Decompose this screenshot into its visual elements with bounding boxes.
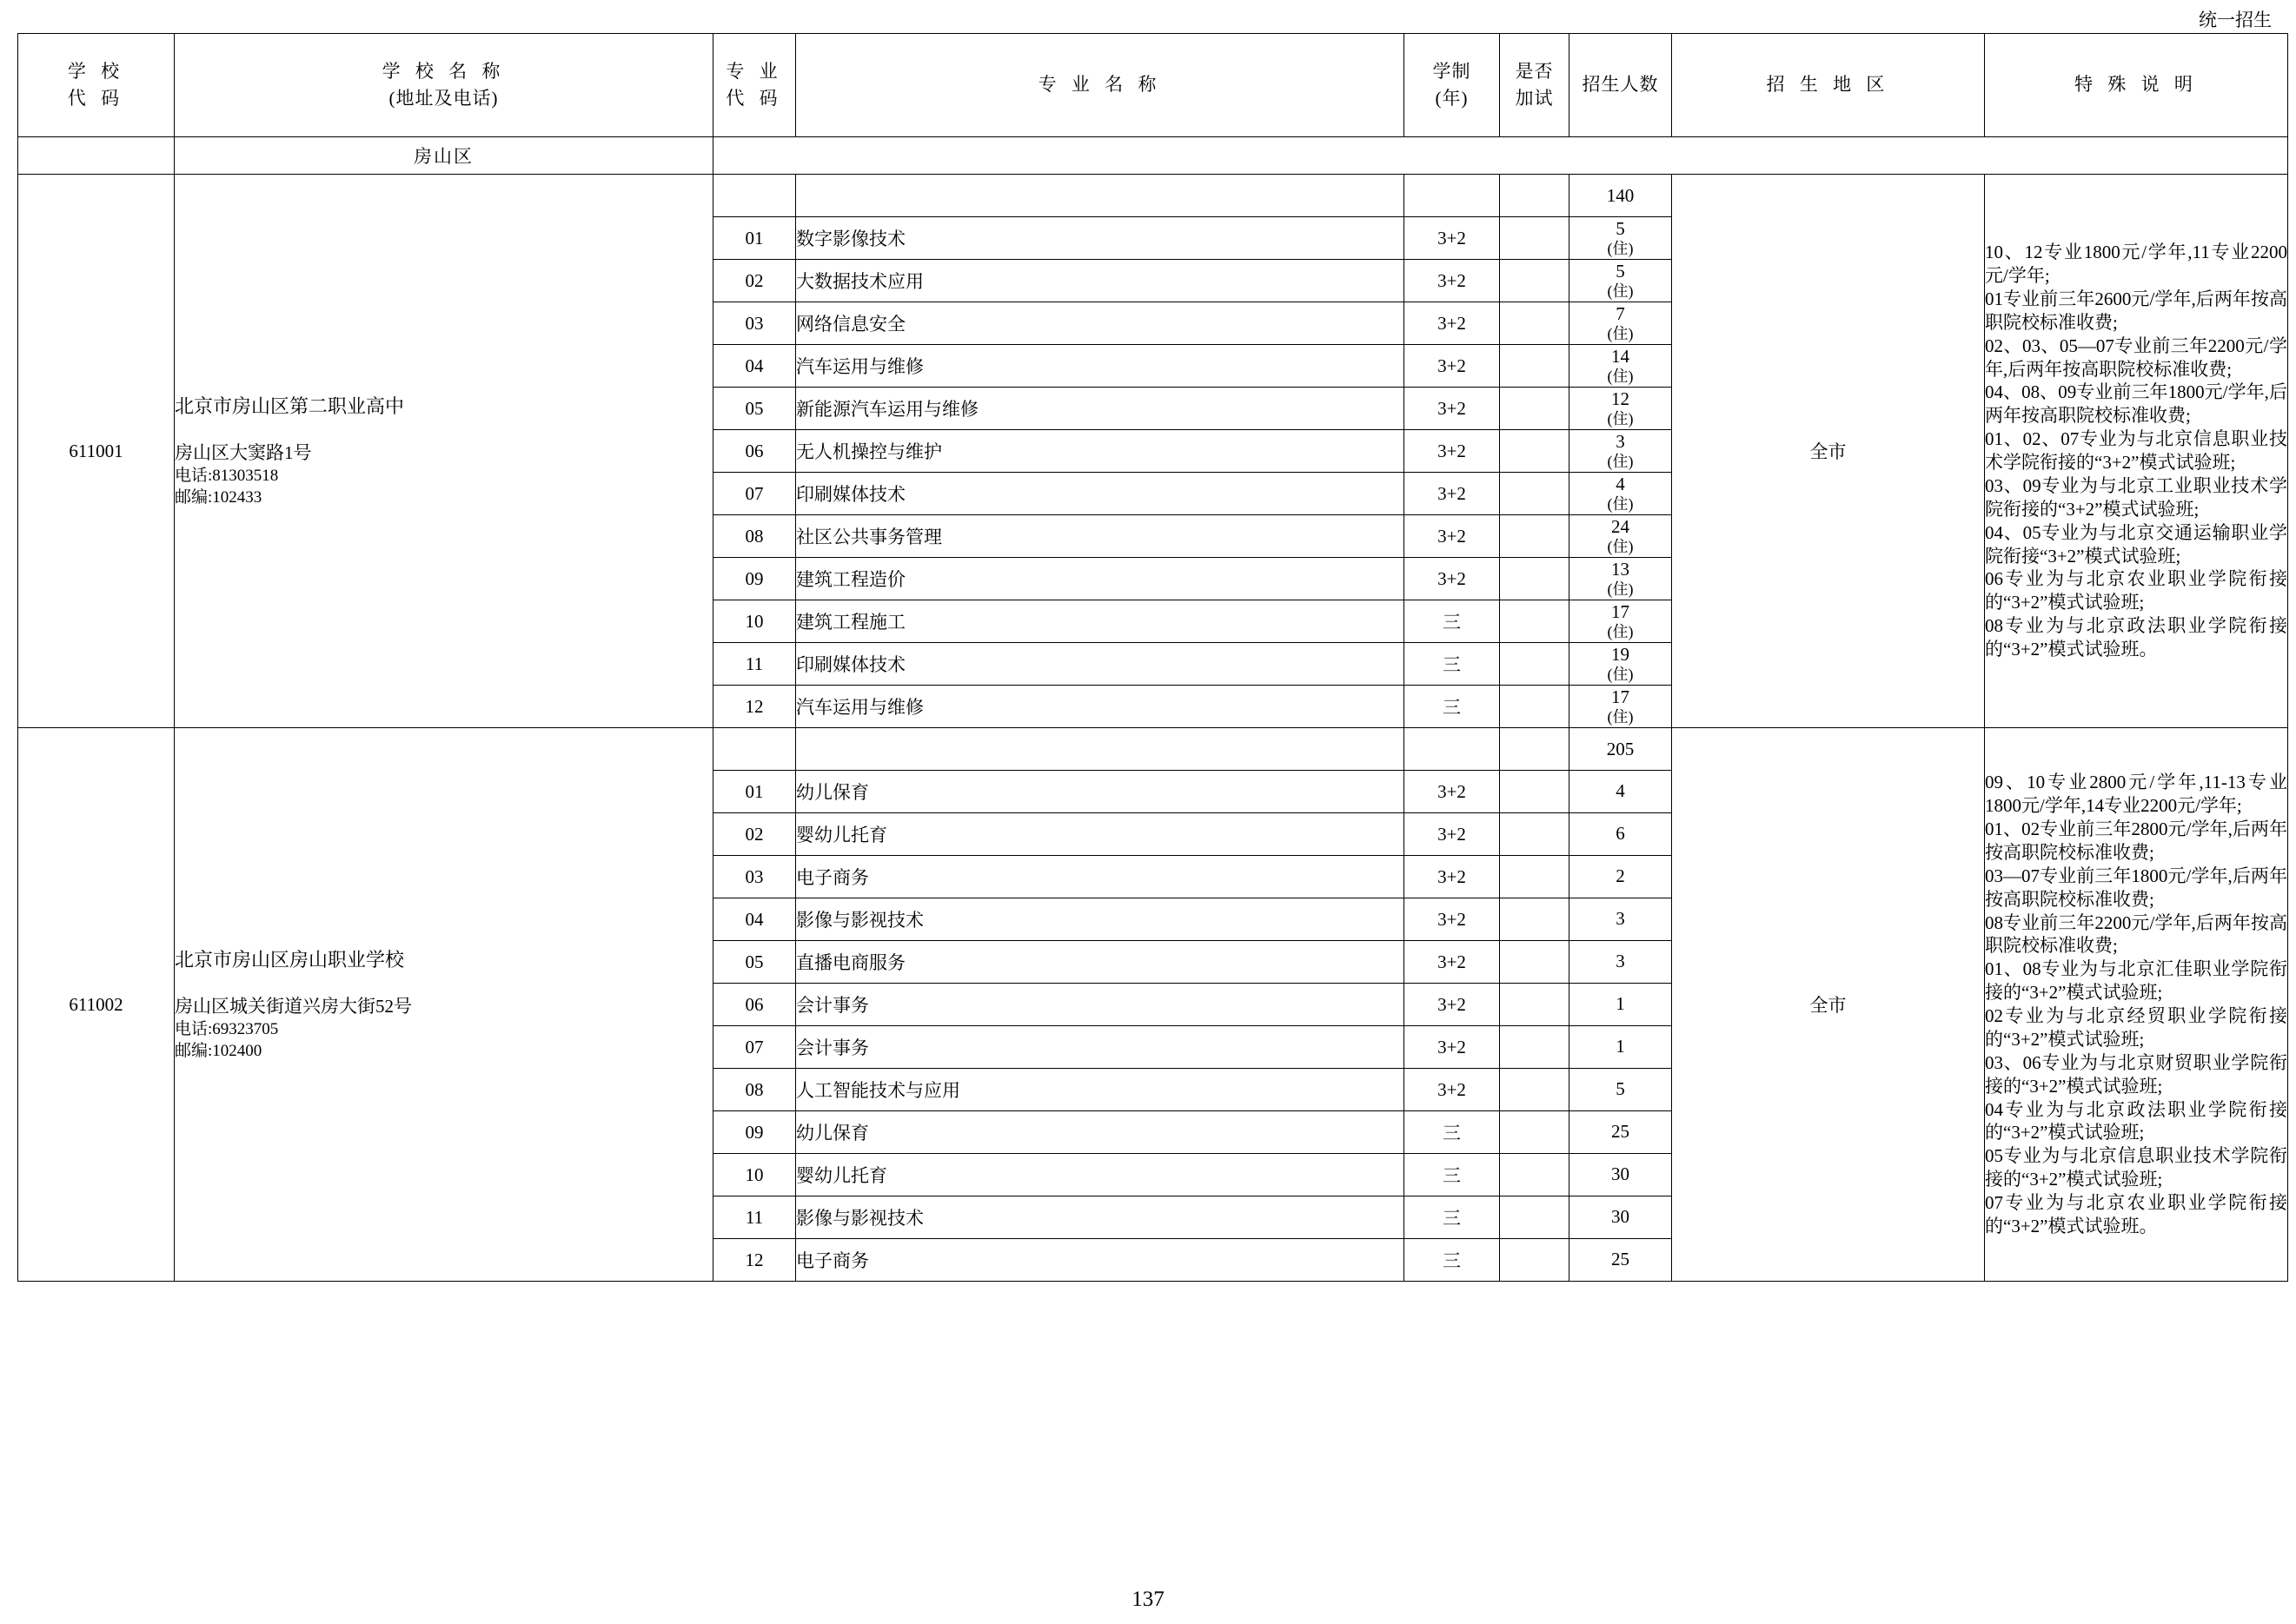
major-name: 社区公共事务管理 (796, 515, 1404, 558)
school-region: 全市 (1672, 728, 1985, 1282)
major-code: 09 (713, 558, 796, 600)
major-enroll-num: 7 (住) (1569, 302, 1672, 345)
total-extra (1500, 175, 1569, 217)
major-enroll-num: 12 (住) (1569, 388, 1672, 430)
major-name: 婴幼儿托育 (796, 1154, 1404, 1196)
major-enroll-num: 25 (1569, 1111, 1672, 1154)
header-school-code: 学 校 代 码 (18, 34, 175, 137)
school-zipcode: 邮编:102433 (175, 488, 262, 507)
major-name: 新能源汽车运用与维修 (796, 388, 1404, 430)
header-extra-test: 是否 加试 (1500, 34, 1569, 137)
major-enroll-num: 5 (1569, 1069, 1672, 1111)
major-name: 婴幼儿托育 (796, 813, 1404, 856)
school-note: 09、10专业2800元/学年,11-13专业1800元/学年,14专业2200元/学年; 01、02专业前三年2800元/学年,后两年按高职院校标准收费; 03—07专业前三年1800元/学年,后两年按高职院校标准收费; 08专业前三年2200元/学年,后两年按高职院校标准收费; 01、08专业为与北京汇佳职业学院衔接的“3+2”模式试验班; 02专业为与北京经贸职业学院衔接的“3+2”模式试验班; 03、06专业为与北京财贸职业学院衔接的“3+2”模式试验班; 04专业为与北京政法职业学院衔接的“3+2”模式试验班; 05专业为与北京信息职业技术学院衔接的“3+2”模式试验班; 07专业为与北京农业职业学院衔接的“3+2”模式试验班。 (1985, 728, 2288, 1282)
major-name: 汽车运用与维修 (796, 345, 1404, 388)
total-major-name (796, 728, 1404, 771)
total-major-code (713, 175, 796, 217)
major-years: 3+2 (1404, 430, 1500, 473)
major-years: 三 (1404, 1111, 1500, 1154)
major-boarding-mark: (住) (1607, 622, 1634, 640)
major-code: 10 (713, 600, 796, 643)
district-empty (713, 137, 2288, 175)
header-years: 学制 (年) (1404, 34, 1500, 137)
major-extra-test (1500, 941, 1569, 984)
major-name: 会计事务 (796, 1026, 1404, 1069)
header-note: 特 殊 说 明 (1985, 34, 2288, 137)
major-name: 大数据技术应用 (796, 260, 1404, 302)
school-first-row (18, 175, 2288, 217)
major-code: 12 (713, 686, 796, 728)
major-boarding-mark: (住) (1607, 494, 1634, 513)
major-code: 06 (713, 984, 796, 1026)
major-extra-test (1500, 898, 1569, 941)
major-code: 10 (713, 1154, 796, 1196)
major-extra-test (1500, 345, 1569, 388)
major-name: 会计事务 (796, 984, 1404, 1026)
major-name: 印刷媒体技术 (796, 473, 1404, 515)
school-info (175, 728, 713, 1282)
district-name: 房山区 (175, 137, 713, 175)
major-extra-test (1500, 217, 1569, 260)
school-address: 房山区大窦路1号 (175, 442, 312, 464)
major-code: 11 (713, 643, 796, 686)
major-code: 08 (713, 515, 796, 558)
total-years (1404, 728, 1500, 771)
major-code: 07 (713, 473, 796, 515)
major-code: 02 (713, 260, 796, 302)
major-code: 04 (713, 345, 796, 388)
major-years: 三 (1404, 686, 1500, 728)
major-enroll-num: 3 (住) (1569, 430, 1672, 473)
major-boarding-mark: (住) (1607, 707, 1634, 726)
major-enroll-num: 3 (1569, 898, 1672, 941)
major-years: 3+2 (1404, 984, 1500, 1026)
major-name: 网络信息安全 (796, 302, 1404, 345)
major-code: 03 (713, 302, 796, 345)
major-extra-test (1500, 1069, 1569, 1111)
major-enroll-num: 13 (住) (1569, 558, 1672, 600)
major-code: 03 (713, 856, 796, 898)
major-years: 三 (1404, 1239, 1500, 1282)
page-top-label: 统一招生 (2199, 10, 2272, 30)
major-extra-test (1500, 260, 1569, 302)
major-years: 3+2 (1404, 771, 1500, 813)
major-years: 3+2 (1404, 1069, 1500, 1111)
major-years: 3+2 (1404, 1026, 1500, 1069)
school-code: 611002 (18, 728, 175, 1282)
major-extra-test (1500, 813, 1569, 856)
major-code: 11 (713, 1196, 796, 1239)
major-years: 3+2 (1404, 856, 1500, 898)
header-school-name: 学 校 名 称 (地址及电话) (175, 34, 713, 137)
header-major-code: 专 业 代 码 (713, 34, 796, 137)
major-enroll-num: 17 (住) (1569, 600, 1672, 643)
major-enroll-num: 30 (1569, 1196, 1672, 1239)
major-extra-test (1500, 1111, 1569, 1154)
major-code: 09 (713, 1111, 796, 1154)
major-extra-test (1500, 856, 1569, 898)
major-enroll-num: 2 (1569, 856, 1672, 898)
major-code: 01 (713, 217, 796, 260)
major-years: 3+2 (1404, 260, 1500, 302)
major-years: 3+2 (1404, 302, 1500, 345)
school-note: 10、12专业1800元/学年,11专业2200元/学年; 01专业前三年2600元/学年,后两年按高职院校标准收费; 02、03、05—07专业前三年2200元/学年,后两年按高职院校标准收费; 04、08、09专业前三年1800元/学年,后两年按高职院校标准收费; 01、02、07专业为与北京信息职业技术学院衔接的“3+2”模式试验班; 03、09专业为与北京工业职业技术学院衔接的“3+2”模式试验班; 04、05专业为与北京交通运输职业学院衔接“3+2”模式试验班; 06专业为与北京农业职业学院衔接的“3+2”模式试验班; 08专业为与北京政法职业学院衔接的“3+2”模式试验班。 (1985, 175, 2288, 728)
major-boarding-mark: (住) (1607, 580, 1634, 598)
major-name: 人工智能技术与应用 (796, 1069, 1404, 1111)
major-enroll-num: 4 (住) (1569, 473, 1672, 515)
major-extra-test (1500, 473, 1569, 515)
major-years: 3+2 (1404, 515, 1500, 558)
major-code: 12 (713, 1239, 796, 1282)
major-name: 建筑工程施工 (796, 600, 1404, 643)
major-boarding-mark: (住) (1607, 324, 1634, 342)
major-enroll-num: 24 (住) (1569, 515, 1672, 558)
school-first-row (18, 728, 2288, 771)
major-name: 电子商务 (796, 1239, 1404, 1282)
major-extra-test (1500, 430, 1569, 473)
major-boarding-mark: (住) (1607, 537, 1634, 555)
major-code: 04 (713, 898, 796, 941)
major-name: 影像与影视技术 (796, 898, 1404, 941)
school-name: 北京市房山区第二职业高中 (175, 395, 405, 418)
major-name: 印刷媒体技术 (796, 643, 1404, 686)
major-extra-test (1500, 1196, 1569, 1239)
major-code: 02 (713, 813, 796, 856)
major-boarding-mark: (住) (1607, 239, 1634, 257)
major-code: 01 (713, 771, 796, 813)
total-major-name (796, 175, 1404, 217)
major-extra-test (1500, 388, 1569, 430)
page-number: 137 (1131, 1588, 1165, 1611)
major-extra-test (1500, 1154, 1569, 1196)
major-code: 07 (713, 1026, 796, 1069)
major-years: 三 (1404, 1154, 1500, 1196)
major-extra-test (1500, 1239, 1569, 1282)
major-enroll-num: 1 (1569, 984, 1672, 1026)
major-name: 汽车运用与维修 (796, 686, 1404, 728)
header-major-name: 专 业 名 称 (796, 34, 1404, 137)
major-name: 电子商务 (796, 856, 1404, 898)
major-boarding-mark: (住) (1607, 367, 1634, 385)
major-enroll-num: 5 (住) (1569, 260, 1672, 302)
major-years: 3+2 (1404, 388, 1500, 430)
school-total-enrollment: 205 (1569, 728, 1672, 771)
admissions-table (17, 33, 2288, 1282)
table-body (18, 34, 2288, 1282)
major-boarding-mark: (住) (1607, 665, 1634, 683)
major-name: 直播电商服务 (796, 941, 1404, 984)
school-code: 611001 (18, 175, 175, 728)
major-years: 三 (1404, 1196, 1500, 1239)
major-name: 影像与影视技术 (796, 1196, 1404, 1239)
major-years: 3+2 (1404, 813, 1500, 856)
school-address: 房山区城关街道兴房大街52号 (175, 996, 412, 1017)
major-extra-test (1500, 1026, 1569, 1069)
major-years: 3+2 (1404, 941, 1500, 984)
district-row (18, 137, 2288, 175)
major-enroll-num: 3 (1569, 941, 1672, 984)
major-boarding-mark: (住) (1607, 409, 1634, 428)
major-code: 08 (713, 1069, 796, 1111)
major-enroll-num: 30 (1569, 1154, 1672, 1196)
major-enroll-num: 1 (1569, 1026, 1672, 1069)
total-years (1404, 175, 1500, 217)
major-extra-test (1500, 686, 1569, 728)
school-telephone: 电话:69323705 (175, 1020, 279, 1039)
major-code: 06 (713, 430, 796, 473)
major-extra-test (1500, 600, 1569, 643)
school-telephone: 电话:81303518 (175, 467, 279, 486)
school-info (175, 175, 713, 728)
major-enroll-num: 4 (1569, 771, 1672, 813)
major-extra-test (1500, 984, 1569, 1026)
major-boarding-mark: (住) (1607, 282, 1634, 300)
major-enroll-num: 25 (1569, 1239, 1672, 1282)
school-region: 全市 (1672, 175, 1985, 728)
major-code: 05 (713, 941, 796, 984)
major-years: 3+2 (1404, 898, 1500, 941)
major-name: 建筑工程造价 (796, 558, 1404, 600)
major-years: 三 (1404, 643, 1500, 686)
major-extra-test (1500, 558, 1569, 600)
table-header-row (18, 34, 2288, 137)
total-extra (1500, 728, 1569, 771)
major-years: 3+2 (1404, 558, 1500, 600)
major-years: 3+2 (1404, 217, 1500, 260)
district-code-cell (18, 137, 175, 175)
major-name: 数字影像技术 (796, 217, 1404, 260)
total-major-code (713, 728, 796, 771)
major-years: 3+2 (1404, 345, 1500, 388)
header-region: 招 生 地 区 (1672, 34, 1985, 137)
school-total-enrollment: 140 (1569, 175, 1672, 217)
major-enroll-num: 19 (住) (1569, 643, 1672, 686)
major-enroll-num: 17 (住) (1569, 686, 1672, 728)
school-zipcode: 邮编:102400 (175, 1042, 262, 1061)
major-extra-test (1500, 515, 1569, 558)
major-name: 幼儿保育 (796, 1111, 1404, 1154)
major-name: 无人机操控与维护 (796, 430, 1404, 473)
major-years: 3+2 (1404, 473, 1500, 515)
major-extra-test (1500, 643, 1569, 686)
major-years: 三 (1404, 600, 1500, 643)
major-boarding-mark: (住) (1607, 452, 1634, 470)
school-name: 北京市房山区房山职业学校 (175, 949, 405, 971)
major-name: 幼儿保育 (796, 771, 1404, 813)
major-code: 05 (713, 388, 796, 430)
major-enroll-num: 5 (住) (1569, 217, 1672, 260)
major-enroll-num: 6 (1569, 813, 1672, 856)
header-enroll-num: 招生人数 (1569, 34, 1672, 137)
major-extra-test (1500, 771, 1569, 813)
major-extra-test (1500, 302, 1569, 345)
major-enroll-num: 14 (住) (1569, 345, 1672, 388)
